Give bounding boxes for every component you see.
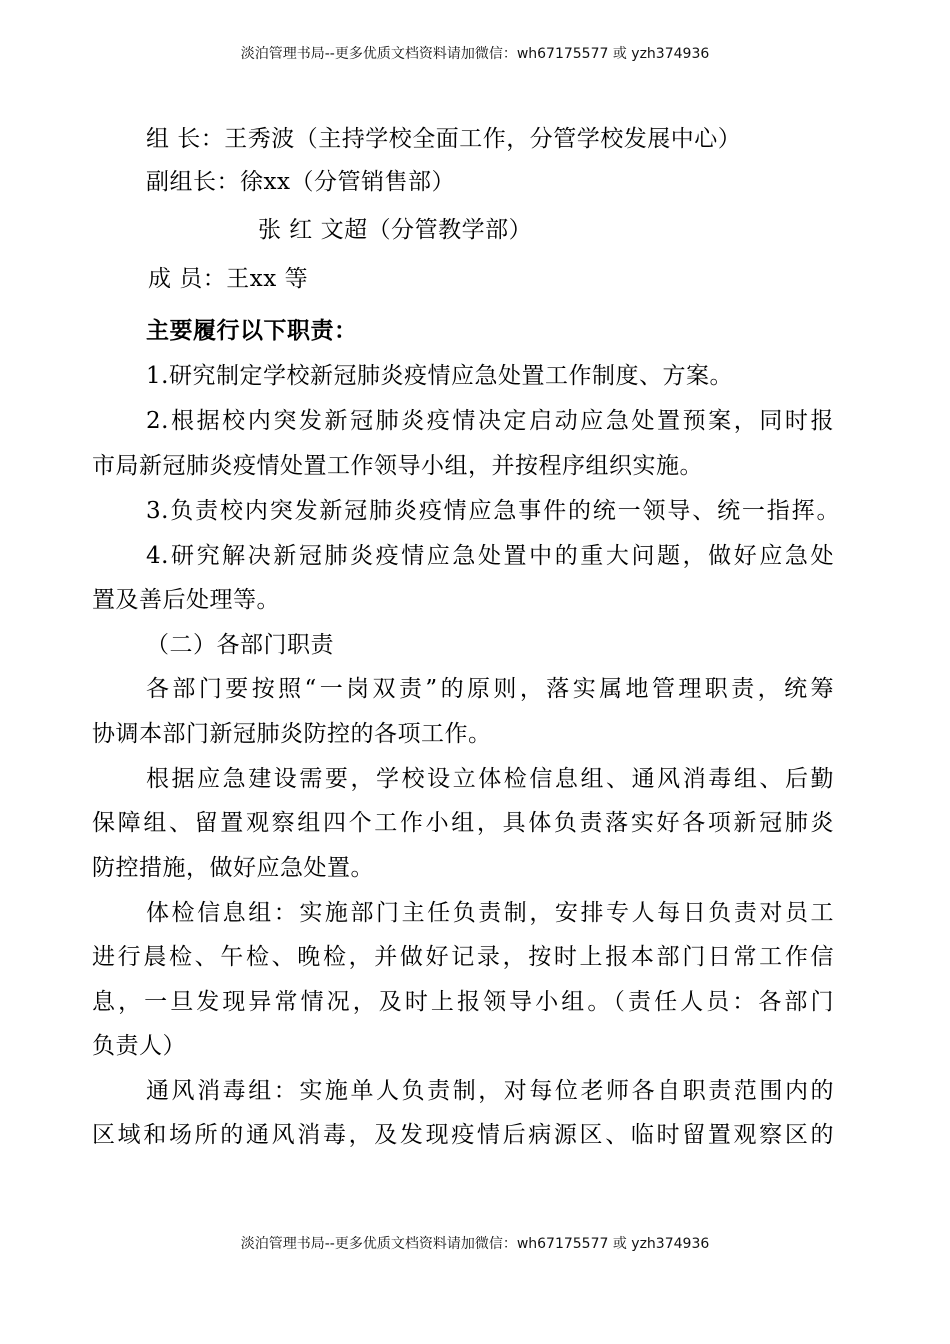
duty-item-1: 1.研究制定学校新冠肺炎疫情应急处置工作制度、方案。 bbox=[146, 363, 733, 389]
departments-heading: （二）各部门职责 bbox=[146, 632, 334, 658]
departments-p4-line-1: 通风消毒组：实施单人负责制，对每位老师各自职责范围内的 bbox=[146, 1078, 834, 1104]
departments-p2-line-1: 根据应急建设需要，学校设立体检信息组、通风消毒组、后勤 bbox=[146, 766, 834, 792]
duty-item-4-line-2: 置及善后处理等。 bbox=[92, 587, 280, 613]
departments-p1-line-1: 各部门要按照“一岗双责”的原则，落实属地管理职责，统筹 bbox=[146, 676, 834, 702]
deputy-leader-line-1: 副组长：徐xx（分管销售部） bbox=[146, 169, 455, 195]
departments-p4-line-2: 区域和场所的通风消毒，及发现疫情后病源区、临时留置观察区的 bbox=[92, 1122, 834, 1148]
duty-item-3: 3.负责校内突发新冠肺炎疫情应急事件的统一领导、统一指挥。 bbox=[146, 498, 840, 524]
duty-item-2-line-1: 2.根据校内突发新冠肺炎疫情决定启动应急处置预案，同时报 bbox=[146, 408, 834, 434]
departments-p2-line-2: 保障组、留置观察组四个工作小组，具体负责落实好各项新冠肺炎 bbox=[92, 810, 834, 836]
duties-heading: 主要履行以下职责： bbox=[146, 317, 358, 344]
members-line: 成 员：王xx 等 bbox=[148, 266, 309, 292]
footer-watermark-note: 淡泊管理书局--更多优质文档资料请加微信：wh67175577 或 yzh374936 bbox=[240, 1236, 710, 1252]
departments-p2-line-3: 防控措施，做好应急处置。 bbox=[92, 855, 374, 881]
departments-p3-line-4: 负责人） bbox=[92, 1033, 186, 1059]
leader-line: 组 长：王秀波（主持学校全面工作，分管学校发展中心） bbox=[146, 126, 742, 152]
departments-p3-line-3: 息，一旦发现异常情况，及时上报领导小组。（责任人员：各部门 bbox=[92, 989, 834, 1015]
departments-p1-line-2: 协调本部门新冠肺炎防控的各项工作。 bbox=[92, 721, 492, 747]
deputy-leader-line-2: 张 红 文超（分管教学部） bbox=[258, 217, 533, 243]
departments-p3-line-2: 进行晨检、午检、晚检，并做好记录，按时上报本部门日常工作信 bbox=[92, 944, 834, 970]
duty-item-2-line-2: 市局新冠肺炎疫情处置工作领导小组，并按程序组织实施。 bbox=[92, 453, 703, 479]
header-watermark-note: 淡泊管理书局--更多优质文档资料请加微信：wh67175577 或 yzh374936 bbox=[240, 46, 710, 62]
duty-item-4-line-1: 4.研究解决新冠肺炎疫情应急处置中的重大问题，做好应急处 bbox=[146, 543, 834, 569]
departments-p3-line-1: 体检信息组：实施部门主任负责制，安排专人每日负责对员工 bbox=[146, 900, 834, 926]
